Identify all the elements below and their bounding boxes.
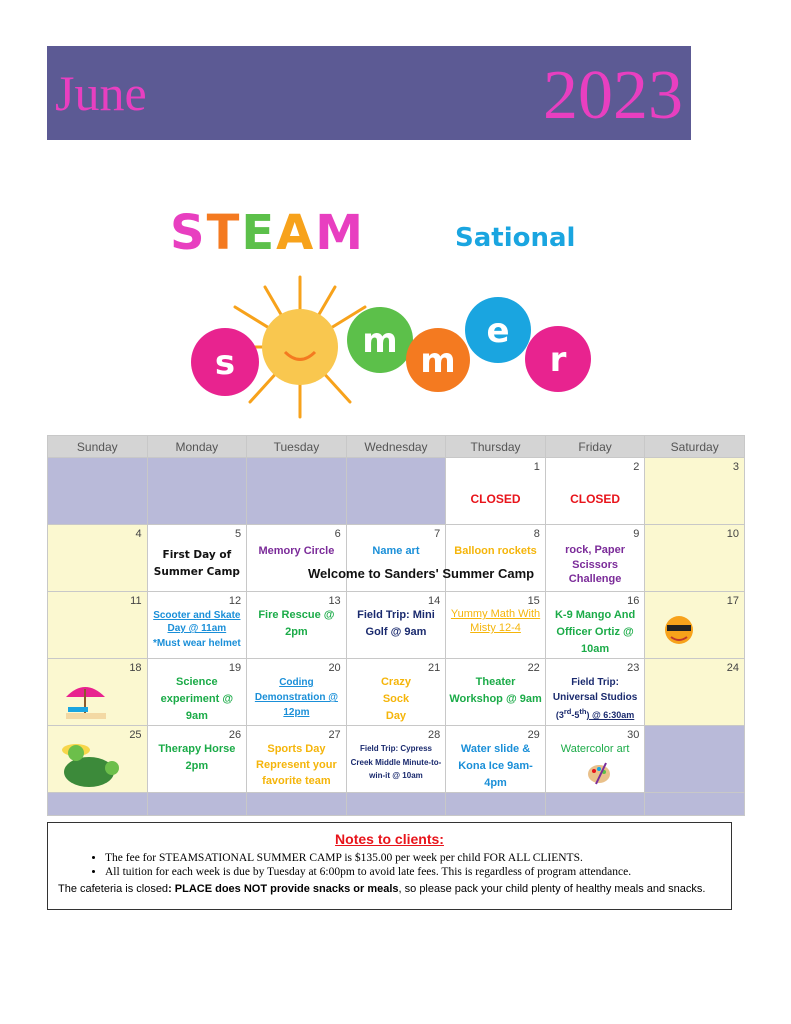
event-text: K-9 Mango And Officer Ortiz @ 10am xyxy=(554,609,636,655)
closed-label: CLOSED xyxy=(570,492,621,506)
empty-day-cell xyxy=(147,458,247,525)
notes-list xyxy=(48,851,731,879)
day-number: 1 xyxy=(533,461,540,473)
day-cell xyxy=(147,592,247,659)
empty-day-cell xyxy=(247,793,347,816)
event-text: Yummy Math With Misty 12-4 xyxy=(450,608,541,634)
event-text: rock, Paper Scissors Challenge xyxy=(565,544,626,585)
day-cell xyxy=(346,525,446,592)
steam-word xyxy=(170,205,365,261)
day-number: 14 xyxy=(428,595,441,607)
weekday-tuesday: Tuesday xyxy=(247,436,347,458)
day-number: 11 xyxy=(130,595,142,607)
filler-row xyxy=(48,793,745,816)
welcome-banner: Welcome to Sanders' Summer Camp xyxy=(308,566,535,581)
steam-letter: A xyxy=(276,205,316,261)
day-cell xyxy=(247,525,347,592)
time-prefix: (3 xyxy=(555,710,564,720)
steam-letter: T xyxy=(206,205,242,261)
notes-item: • The fee for STEAMSATIONAL SUMMER CAMP is $135.00 per week per child FOR ALL CLIENTS. xyxy=(105,851,731,865)
day-cell xyxy=(446,659,546,726)
day-cell xyxy=(545,659,645,726)
empty-day-cell xyxy=(147,793,247,816)
day-cell xyxy=(147,525,247,592)
day-number: 28 xyxy=(428,729,441,741)
letter-m1: m xyxy=(362,321,398,361)
day-number: 9 xyxy=(633,528,640,540)
day-number: 26 xyxy=(228,729,242,741)
event-text: Coding Demonstration @ 12pm xyxy=(254,677,338,718)
week-row xyxy=(48,458,745,525)
steam-letter: M xyxy=(315,205,366,261)
calendar-grid xyxy=(47,435,745,816)
empty-day-cell xyxy=(645,793,745,816)
weekday-thursday: Thursday xyxy=(446,436,546,458)
day-number: 12 xyxy=(228,595,242,607)
day-number: 18 xyxy=(129,662,142,674)
steam-logo xyxy=(170,205,630,265)
event-text: Fire Rescue @ 2pm xyxy=(258,609,335,638)
day-number: 24 xyxy=(726,662,739,674)
empty-day-cell xyxy=(48,793,148,816)
empty-day-cell xyxy=(645,726,745,793)
day-number: 17 xyxy=(726,595,739,607)
footer-text: The cafeteria is closed xyxy=(58,883,169,895)
week-row xyxy=(48,525,745,592)
day-number: 4 xyxy=(135,528,142,540)
day-cell xyxy=(446,525,546,592)
notes-item: • All tuition for each week is due by Tuesday at 6:00pm to avoid late fees. This is regardless of program attendance. xyxy=(105,865,731,879)
letter-s: s xyxy=(214,343,236,383)
weekday-sunday: Sunday xyxy=(48,436,148,458)
day-cell xyxy=(545,592,645,659)
day-cell xyxy=(645,458,745,525)
weekday-header-row xyxy=(48,436,745,458)
event-text: Field Trip: Cypress Creek Middle Minute-to-win-it @ 10am xyxy=(350,744,442,780)
event-time xyxy=(548,705,643,722)
day-cell xyxy=(247,592,347,659)
empty-day-cell xyxy=(247,458,347,525)
summer-sun-logo xyxy=(180,262,610,422)
event-text: Crazy Sock Day xyxy=(380,676,411,722)
day-number: 6 xyxy=(334,528,341,540)
day-number: 16 xyxy=(627,595,640,607)
day-cell xyxy=(48,659,148,726)
day-number: 15 xyxy=(527,595,540,607)
weekday-monday: Monday xyxy=(147,436,247,458)
day-number: 23 xyxy=(627,662,640,674)
time-post: ) @ 6:30am xyxy=(586,710,635,720)
event-text: Field Trip: Universal Studios xyxy=(552,677,638,703)
empty-day-cell xyxy=(346,793,446,816)
empty-day-cell xyxy=(48,458,148,525)
weekday-friday: Friday xyxy=(545,436,645,458)
event-text: Science experiment @ 9am xyxy=(160,676,234,722)
day-cell xyxy=(247,726,347,793)
day-cell xyxy=(446,592,546,659)
week-row xyxy=(48,592,745,659)
empty-day-cell xyxy=(446,793,546,816)
day-cell xyxy=(645,659,745,726)
paint-palette-icon xyxy=(586,760,612,786)
weekday-saturday: Saturday xyxy=(645,436,745,458)
day-cell xyxy=(645,525,745,592)
sational-word: Sational xyxy=(455,223,576,253)
notes-box xyxy=(47,822,732,910)
day-cell xyxy=(645,592,745,659)
steam-letter: E xyxy=(241,205,277,261)
event-text: Watercolor art xyxy=(560,743,630,755)
day-cell xyxy=(346,592,446,659)
day-cell xyxy=(446,458,546,525)
sun-sunglasses-icon xyxy=(653,610,705,650)
sun-face-icon xyxy=(262,309,338,385)
day-number: 19 xyxy=(228,662,242,674)
day-number: 27 xyxy=(328,729,341,741)
day-cell xyxy=(446,726,546,793)
beach-umbrella-icon xyxy=(58,677,113,722)
letter-r: r xyxy=(549,340,567,380)
year-title: 2023 xyxy=(543,57,683,134)
notes-footer xyxy=(58,883,731,895)
day-number: 20 xyxy=(328,662,341,674)
day-number: 13 xyxy=(328,595,341,607)
empty-day-cell xyxy=(346,458,446,525)
footer-bold: : PLACE does NOT provide snacks or meals xyxy=(168,883,399,895)
empty-day-cell xyxy=(545,793,645,816)
event-text: Memory Circle xyxy=(258,545,335,557)
closed-label: CLOSED xyxy=(470,492,521,506)
event-text: Water slide & Kona Ice 9am-4pm xyxy=(458,743,533,789)
day-cell xyxy=(48,525,148,592)
day-cell xyxy=(147,726,247,793)
day-number: 29 xyxy=(527,729,540,741)
event-text: Name art xyxy=(372,545,420,557)
day-cell xyxy=(346,659,446,726)
day-cell xyxy=(147,659,247,726)
event-text: Therapy Horse 2pm xyxy=(158,743,236,772)
week-row xyxy=(48,659,745,726)
month-title: June xyxy=(55,65,147,121)
day-number: 7 xyxy=(434,528,441,540)
event-text: Field Trip: Mini Golf @ 9am xyxy=(357,609,435,638)
day-number: 10 xyxy=(726,528,739,540)
notes-title: Notes to clients: xyxy=(335,831,444,847)
day-cell xyxy=(545,726,645,793)
week-row xyxy=(48,726,745,793)
day-number: 30 xyxy=(627,729,640,741)
event-text: Sports Day Represent your favorite team xyxy=(256,743,337,787)
weekday-wednesday: Wednesday xyxy=(346,436,446,458)
footer-text: , so please pack your child plenty of healthy meals and snacks. xyxy=(398,883,706,895)
time-sup: th xyxy=(579,707,587,716)
day-number: 5 xyxy=(235,528,242,540)
day-number: 3 xyxy=(732,461,739,473)
day-cell xyxy=(545,525,645,592)
day-number: 8 xyxy=(533,528,540,540)
day-cell xyxy=(346,726,446,793)
day-cell xyxy=(48,592,148,659)
day-number: 2 xyxy=(633,461,640,473)
day-number: 25 xyxy=(129,729,142,741)
time-sup: rd xyxy=(563,707,572,716)
letter-e: e xyxy=(486,311,510,351)
time-mid: -5 xyxy=(571,710,580,720)
day-cell xyxy=(247,659,347,726)
month-banner xyxy=(47,46,691,140)
letter-m2: m xyxy=(420,341,456,381)
day-cell xyxy=(545,458,645,525)
day-cell xyxy=(48,726,148,793)
turtle-icon xyxy=(54,738,124,790)
day-number: 22 xyxy=(527,662,540,674)
day-number: 21 xyxy=(428,662,441,674)
event-text: Theater Workshop @ 9am xyxy=(449,676,542,705)
steam-letter: S xyxy=(170,205,207,261)
event-note: *Must wear helmet xyxy=(152,638,241,649)
event-text: Balloon rockets xyxy=(454,545,537,557)
event-text: First Day of Summer Camp xyxy=(153,549,240,578)
event-text: Scooter and Skate Day @ 11am xyxy=(153,610,241,634)
